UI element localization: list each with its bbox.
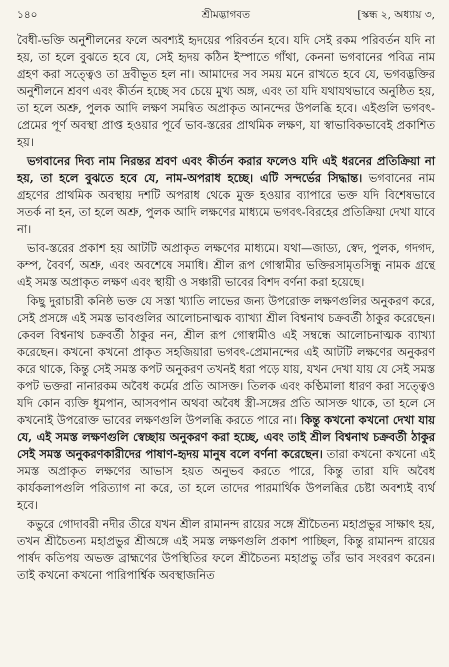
text-run: তারা কখনো কখনো এই সমস্ত অপ্রাকৃত লক্ষণের আভাস হয়ত অনুভব করতে পারে, কিন্তু তারা যদি অবৈধ কার্যকলাপগুলি পরিত্যাগ না করে, তা হলে তাদের পারমার্থিক উপলব্ধির চেষ্টা অবশ্যই ব্যর্থ হবে।: [17, 447, 435, 512]
paragraph: [17, 240, 435, 291]
text-run: ভগবানের নাম গ্রহণের প্রাথমিক অবস্থায় দশটি অপরাধ থেকে মুক্ত হওয়ার ব্যাপারে ভক্ত যদি বিশেষভাবে সতর্ক না হন, তা হলে অশ্রু, পুলক আদি লক্ষণের মাধ্যমে ভগবৎ-বিরহের প্রতিক্রিয়া দেখা যাবে না।: [17, 171, 435, 236]
paragraph: [17, 516, 435, 584]
paragraph: [17, 32, 435, 151]
running-head: [17, 6, 435, 24]
book-title: শ্রীমদ্ভাগবত: [201, 9, 251, 21]
text-run: বৈধী-ভক্তি অনুশীলনের ফলে অবশ্যই হৃদয়ের পরিবর্তন হবে। যদি সেই রকম পরিবর্তন যদি না হয়, তা হলে বুঝতে হবে যে, সেই হৃদয় কঠিন ইস্পাতে গাঁথা, কেননা ভগবানের পবিত্র নাম গ্রহণ করা সত্ত্বেও তা দ্রবীভূত হল না। আমাদের সব সময় মনে রাখতে হবে যে, ভগবদ্ভক্তির অনুশীলনে শ্রবণ এবং কীর্তন হচ্ছে সব চেয়ে মুখ্য অঙ্গ, এবং তা যদি যথাযথভাবে অনুষ্ঠিত হয়, তা হলে অশ্রু, পুলক আদি লক্ষণ সমন্বিত অপ্রাকৃত আনন্দের উপলব্ধি হবে। এইগুলি ভগবৎ-প্রেমের পূর্ণ অবস্থা প্রাপ্ত হওয়ার পূর্বে ভাব-স্তরের প্রাথমিক লক্ষণ, যা স্বাভাবিকভাবেই প্রকাশিত হয়।: [17, 33, 435, 149]
text-run: কিছু দুরাচারী কনিষ্ঠ ভক্ত যে সস্তা খ্যাতি লাভের জন্য উপরোক্ত লক্ষণগুলির অনুকরণ করে, সেই প্রসঙ্গে এই সমস্ত ভাবগুলির আলোচনাত্মক ব্যাখ্যা শ্রীল বিশ্বনাথ চক্রবর্তী ঠাকুর করেছেন। কেবল বিশ্বনাথ চক্রবর্তী ঠাকুর নন, শ্রীল রূপ গোস্বামীও এই সম্বন্ধে আলোচনাত্মক ব্যাখ্যা করেছেন। কখনো কখনো প্রাকৃত সহজিয়ারা ভগবৎ-প্রেমানন্দের এই আটটি লক্ষণের অনুকরণ করে থাকে, কিন্তু সেই সমস্ত কপট অনুকরণ তখনই ধরা পড়ে যায়, যখন দেখা যায় যে সেই সমস্ত কপট ভক্তরা নানারকম অবৈধ কর্মের প্রতি আসক্ত। তিলক এবং কণ্ঠিমালা ধারণ করা সত্ত্বেও যদি কোন ব্যক্তি ধূমপান, আসবপান অথবা অবৈধ স্ত্রী-সঙ্গের প্রতি আসক্ত থাকে, তা হলে সে কখনোই উপরোক্ত ভাবের লক্ষণগুলি উপলব্ধি করতে পারে না।: [17, 294, 435, 427]
text-run: ভাব-স্তরের প্রকাশ হয় আটটি অপ্রাকৃত লক্ষণের মাধ্যমে। যথা—জাড্য, স্বেদ, পুলক, গদগদ, কম্প, বৈবর্ণ, অশ্রু, এবং অবশেষে সমাধি। শ্রীল রূপ গোস্বামীর ভক্তিরসামৃতসিন্ধু নামক গ্রন্থে এই সমস্ত অপ্রাকৃত লক্ষণ এবং স্থায়ী ও সঞ্চারী ভাবের বিশদ বর্ণনা করা হয়েছে।: [17, 241, 435, 289]
bold-text-run: ভগবানের দিব্য নাম নিরন্তর শ্রবণ এবং কীর্তন করার ফলেও যদি এই ধরনের প্রতিক্রিয়া না হয়, তা হলে বুঝতে হবে যে, নাম-অপরাধ হচ্ছে। এটি সন্দর্ভের সিদ্ধান্ত।: [17, 154, 435, 185]
section-reference: [স্কন্ধ ২, অধ্যায় ৩,: [357, 9, 435, 21]
paragraph: [17, 293, 435, 514]
text-run: কভুরে গোদাবরী নদীর তীরে যখন শ্রীল রামানন্দ রায়ের সঙ্গে শ্রীচৈতন্য মহাপ্রভুর সাক্ষাৎ হয়, তখন শ্রীচৈতন্য মহাপ্রভুর শ্রীঅঙ্গে এই সমস্ত লক্ষণগুলি প্রকাশ পাচ্ছিল, কিন্তু রামানন্দ রায়ের পার্ষদ কতিপয় অভক্ত ব্রাহ্মণের উপস্থিতির ফলে শ্রীচৈতন্য মহাপ্রভু তাঁর ভাব সংবরণ করেন। তাই কখনো কখনো পারিপার্শ্বিক অবস্থাজনিত: [17, 517, 435, 582]
bold-text-run: কিন্তু কখনো কখনো দেখা যায় যে, এই সমস্ত লক্ষণগুলি স্বেচ্ছায় অনুকরণ করা হচ্ছে, এবং তাই শ্রীল বিশ্বনাথ চক্রবর্তী ঠাকুর সেই সমস্ত অনুকরণকারীদের পাষাণ-হৃদয় মানুষ বলে বর্ণনা করেছেন।: [17, 413, 435, 461]
page-number: ১৪০: [17, 9, 38, 21]
body-text: [17, 32, 435, 584]
paragraph: [17, 153, 435, 238]
